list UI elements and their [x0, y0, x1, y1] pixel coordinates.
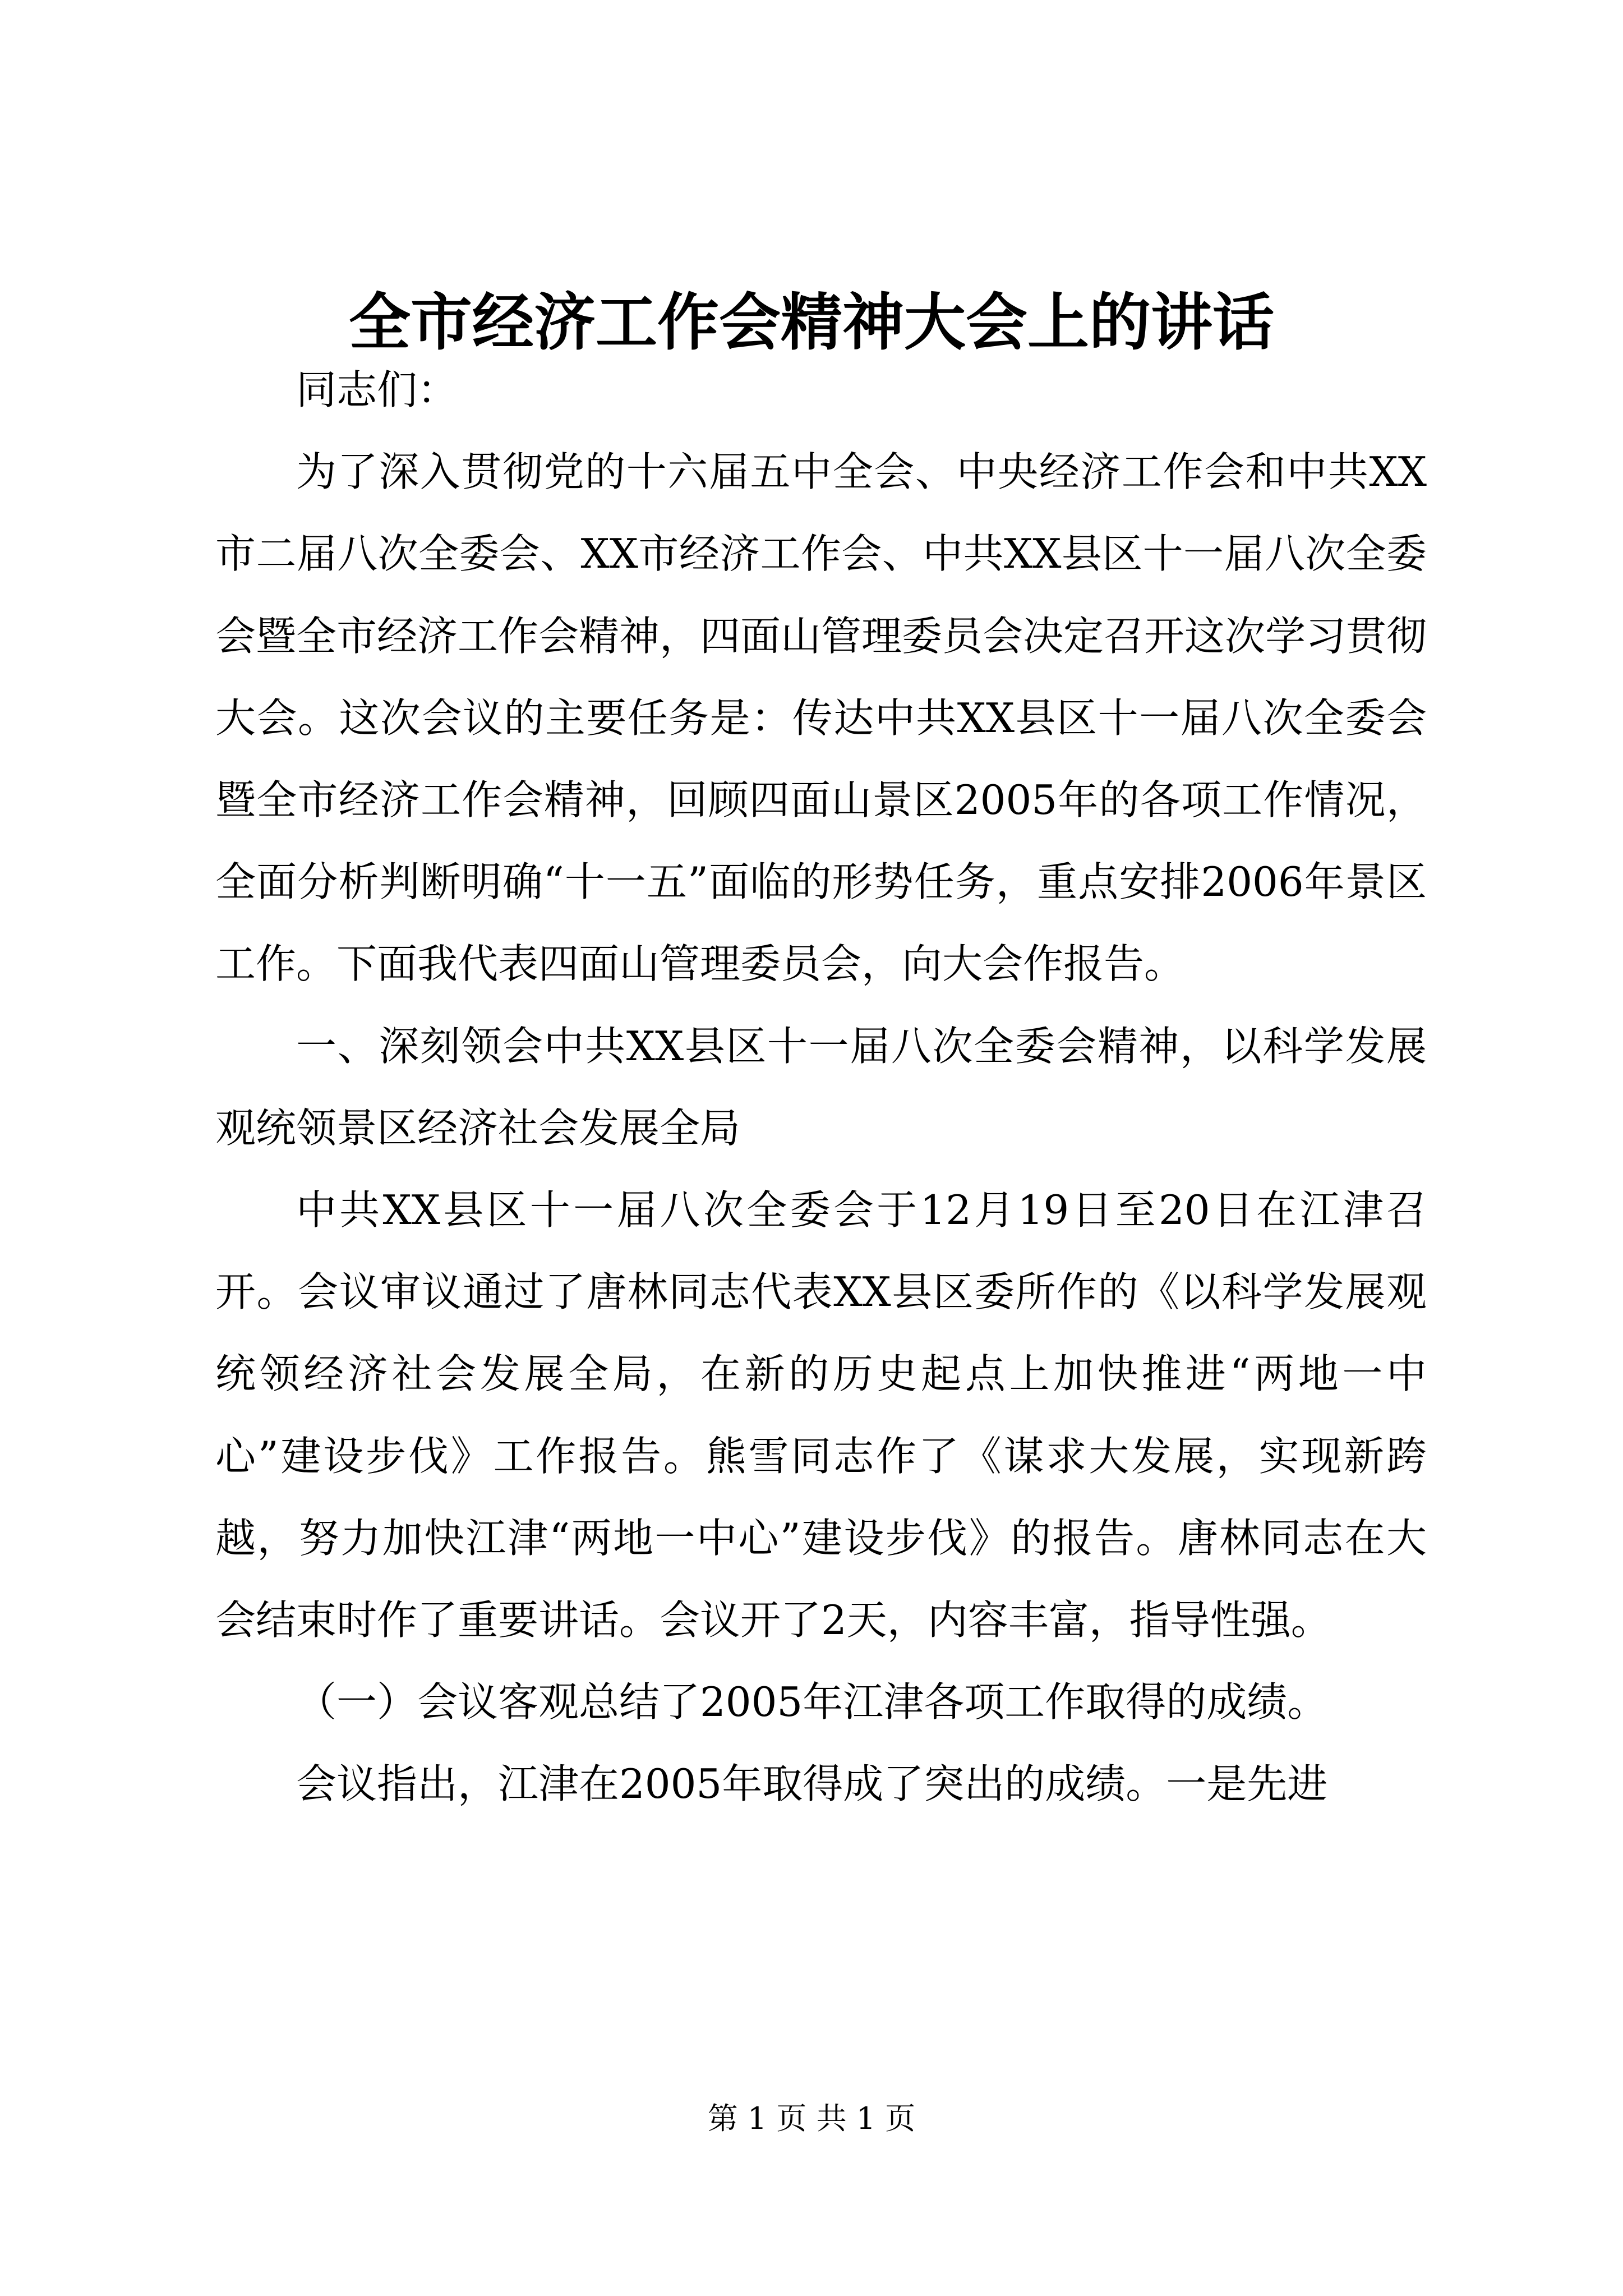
salutation-paragraph: 同志们： — [296, 366, 458, 413]
section-heading-1: 一、深刻领会中共XX县区十一届八次全委会精神，以科学发展观统领景区经济社会发展全局 — [215, 1022, 1427, 1152]
page-footer: 第 1 页 共 1 页 — [707, 2101, 916, 2136]
meeting-paragraph: 中共XX县区十一届八次全委会于12月19日至20日在江津召开。会议审议通过了唐林同志代表XX县区委所作的《以科学发展观统领经济社会发展全局，在新的历史起点上加快推进“两地一中心”建设步伐》工作报告。熊雪同志作了《谋求大发展，实现新跨越，努力加快江津“两地一中心”建设步伐》的报告。唐林同志在大会结束时作了重要讲话。会议开了2天，内容丰富，指导性强。 — [215, 1186, 1427, 1644]
document-body — [215, 349, 1427, 1825]
subsection-heading-1: （一）会议客观总结了2005年江津各项工作取得的成绩。 — [296, 1678, 1328, 1726]
achievements-paragraph: 会议指出，江津在2005年取得成了突出的成绩。一是先进 — [296, 1760, 1328, 1808]
intro-paragraph: 为了深入贯彻党的十六届五中全会、中央经济工作会和中共XX市二届八次全委会、XX市经济工作会、中共XX县区十一届八次全委会暨全市经济工作会精神，四面山管理委员会决定召开这次学习贯彻大会。这次会议的主要任务是：传达中共XX县区十一届八次全委会暨全市经济工作会精神，回顾四面山景区2005年的各项工作情况，全面分析判断明确“十一五”面临的形势任务，重点安排2006年景区工作。下面我代表四面山管理委员会，向大会作报告。 — [215, 448, 1427, 988]
document-title: 全市经济工作会精神大会上的讲话 — [349, 286, 1274, 358]
